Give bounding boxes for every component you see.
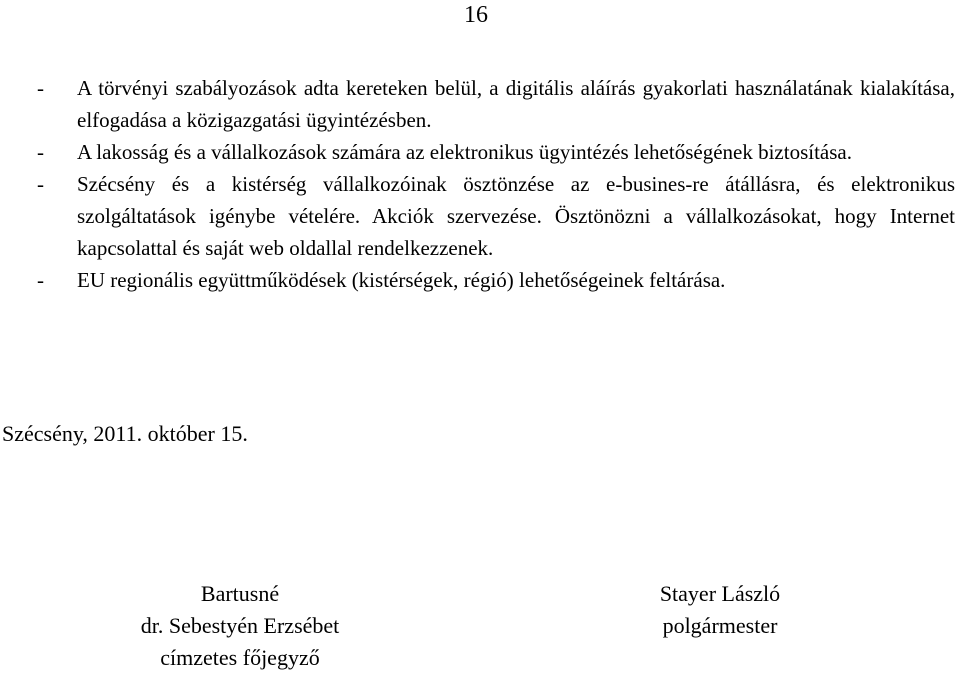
bullet-dash: - — [37, 140, 44, 164]
signature-right-title: polgármester — [662, 613, 778, 638]
bullet-text: A lakosság és a vállalkozások számára az elektronikus ügyintézés lehetőségének biztosítása. — [77, 140, 852, 164]
signature-block-left — [100, 578, 380, 674]
bullet-item-digital-signature — [37, 72, 955, 136]
bullet-text: A törvényi szabályozások adta kereteken belül, a digitális aláírás gyakorlati használatának kialakítása, elfogadása a közigazgatási ügyintézésben. — [77, 76, 955, 132]
page-number: 16 — [464, 2, 488, 28]
signature-left-name-line2: dr. Sebestyén Erzsébet — [140, 613, 340, 638]
bullet-text: Szécsény és a kistérség vállalkozóinak ösztönzése az e-busines-re átállásra, és elektronikus szolgáltatások igénybe vételére. Akciók szervezése. Ösztönözni a vállalkozásokat, hogy Internet kapcsolattal és saját web oldallal rendelkezzenek. — [77, 172, 955, 260]
bullet-item-e-business — [37, 168, 955, 264]
place-date: Szécsény, 2011. október 15. — [2, 421, 248, 446]
signature-left-title: címzetes főjegyző — [160, 645, 320, 670]
bullet-dash: - — [37, 172, 44, 196]
bullet-list — [37, 72, 955, 296]
bullet-text: EU regionális együttműködések (kistérségek, régió) lehetőségeinek feltárása. — [77, 268, 726, 292]
signature-right-name: Stayer László — [659, 581, 781, 606]
bullet-dash: - — [37, 268, 44, 292]
signature-block-right — [600, 578, 840, 642]
signature-left-name-line1: Bartusné — [200, 581, 280, 606]
bullet-item-eu-cooperation — [37, 264, 955, 296]
bullet-item-e-administration — [37, 136, 955, 168]
bullet-dash: - — [37, 76, 44, 100]
